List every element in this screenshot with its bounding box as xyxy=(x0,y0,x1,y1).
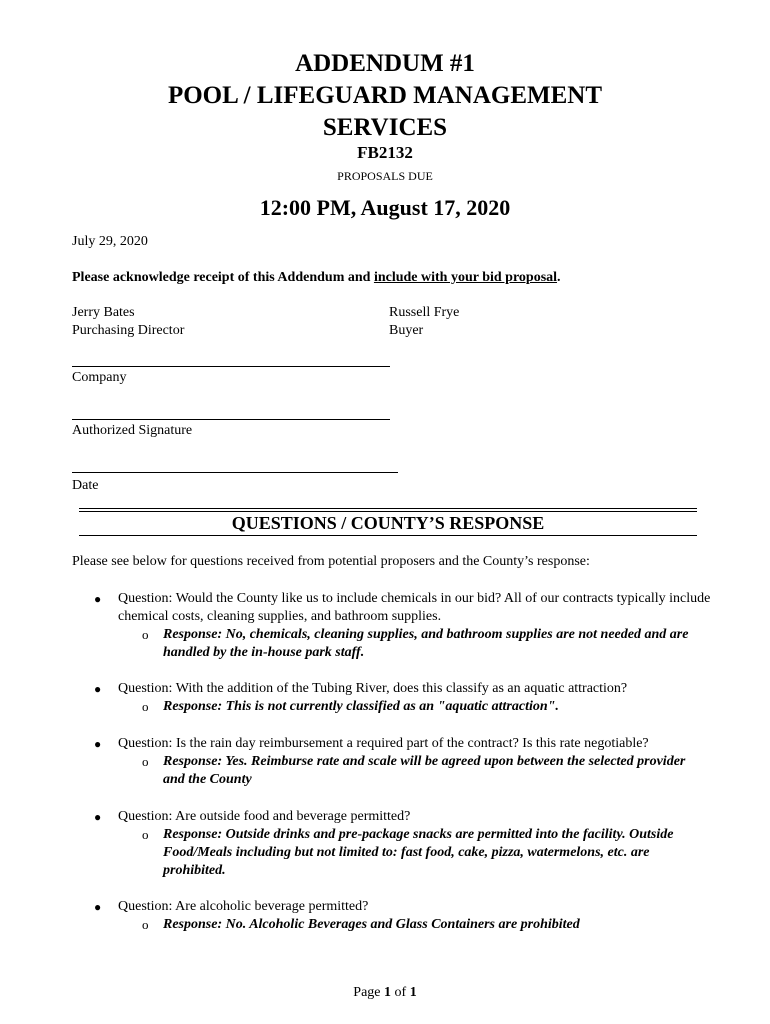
sub-bullet-icon: o xyxy=(142,699,149,714)
page-footer xyxy=(0,985,770,1001)
bid-code: FB2132 xyxy=(357,143,413,162)
bullet-icon: ● xyxy=(94,810,102,824)
response-text: Response: No, chemicals, cleaning supplies, and bathroom supplies are not needed and are handled by the in-house park staff. xyxy=(163,627,689,660)
question-text: Question: Are alcoholic beverage permitted? xyxy=(118,899,369,914)
authorized-signature-line xyxy=(72,419,390,420)
authorized-signature-label: Authorized Signature xyxy=(72,423,193,438)
contact-right xyxy=(389,304,459,340)
bullet-icon: ● xyxy=(94,592,102,606)
of-word: of xyxy=(394,985,407,1000)
question-text: Question: Is the rain day reimbursement a required part of the contract? Is this rate negotiable? xyxy=(118,736,649,751)
due-datetime: 12:00 PM, August 17, 2020 xyxy=(259,195,511,220)
contact-title: Buyer xyxy=(389,323,424,338)
response-text: Response: Yes. Reimburse rate and scale will be agreed upon between the selected provider and the County xyxy=(163,754,686,787)
sub-bullet-icon: o xyxy=(142,627,149,642)
response-text: Response: This is not currently classified as an "aquatic attraction". xyxy=(163,699,559,714)
intro-text: Please see below for questions received from potential proposers and the County’s response: xyxy=(72,554,590,569)
question-text: Question: Would the County like us to include chemicals in our bid? All of our contracts typically include chemical costs, cleaning supplies, and bathroom supplies. xyxy=(118,591,711,624)
response-text: Response: Outside drinks and pre-package snacks are permitted into the facility. Outside Food/Meals including but not limited to: fast food, cake, pizza, watermelons, etc. are prohibited. xyxy=(163,827,674,878)
company-signature-line xyxy=(72,366,390,367)
date-signature-line xyxy=(72,472,398,473)
sub-bullet-icon: o xyxy=(142,917,149,932)
contact-name: Jerry Bates xyxy=(72,305,135,320)
question-text: Question: With the addition of the Tubing River, does this classify as an aquatic attraction? xyxy=(118,681,628,696)
date-label: Date xyxy=(72,478,99,493)
acknowledge-prefix: Please acknowledge receipt of this Addendum and xyxy=(72,270,374,285)
page-total: 1 xyxy=(409,985,417,1000)
acknowledge-underlined: include with your bid proposal xyxy=(373,270,558,285)
contact-title: Purchasing Director xyxy=(72,323,185,338)
question-text: Question: Are outside food and beverage permitted? xyxy=(118,809,411,824)
title-line-1: ADDENDUM #1 xyxy=(295,50,475,77)
bullet-icon: ● xyxy=(94,900,102,914)
section-title: QUESTIONS / COUNTY’S RESPONSE xyxy=(231,513,545,533)
title-line-2: POOL / LIFEGUARD MANAGEMENT xyxy=(167,82,603,109)
company-label: Company xyxy=(72,370,127,385)
acknowledge-suffix: . xyxy=(557,270,561,285)
sub-bullet-icon: o xyxy=(142,754,149,769)
contact-name: Russell Frye xyxy=(389,305,460,320)
section-rule-top xyxy=(79,508,697,509)
section-rule-top-2 xyxy=(79,511,697,512)
section-rule-bottom xyxy=(79,535,697,536)
proposals-due-label: PROPOSALS DUE xyxy=(337,169,433,183)
sub-bullet-icon: o xyxy=(142,827,149,842)
document-date: July 29, 2020 xyxy=(72,234,148,249)
bullet-icon: ● xyxy=(94,737,102,751)
page-word: Page xyxy=(353,985,381,1000)
title-line-3: SERVICES xyxy=(322,114,448,141)
acknowledge-text xyxy=(72,269,561,287)
response-text: Response: No. Alcoholic Beverages and Glass Containers are prohibited xyxy=(163,917,580,932)
page-number: 1 xyxy=(384,985,392,1000)
contact-left xyxy=(72,304,184,340)
bullet-icon: ● xyxy=(94,682,102,696)
